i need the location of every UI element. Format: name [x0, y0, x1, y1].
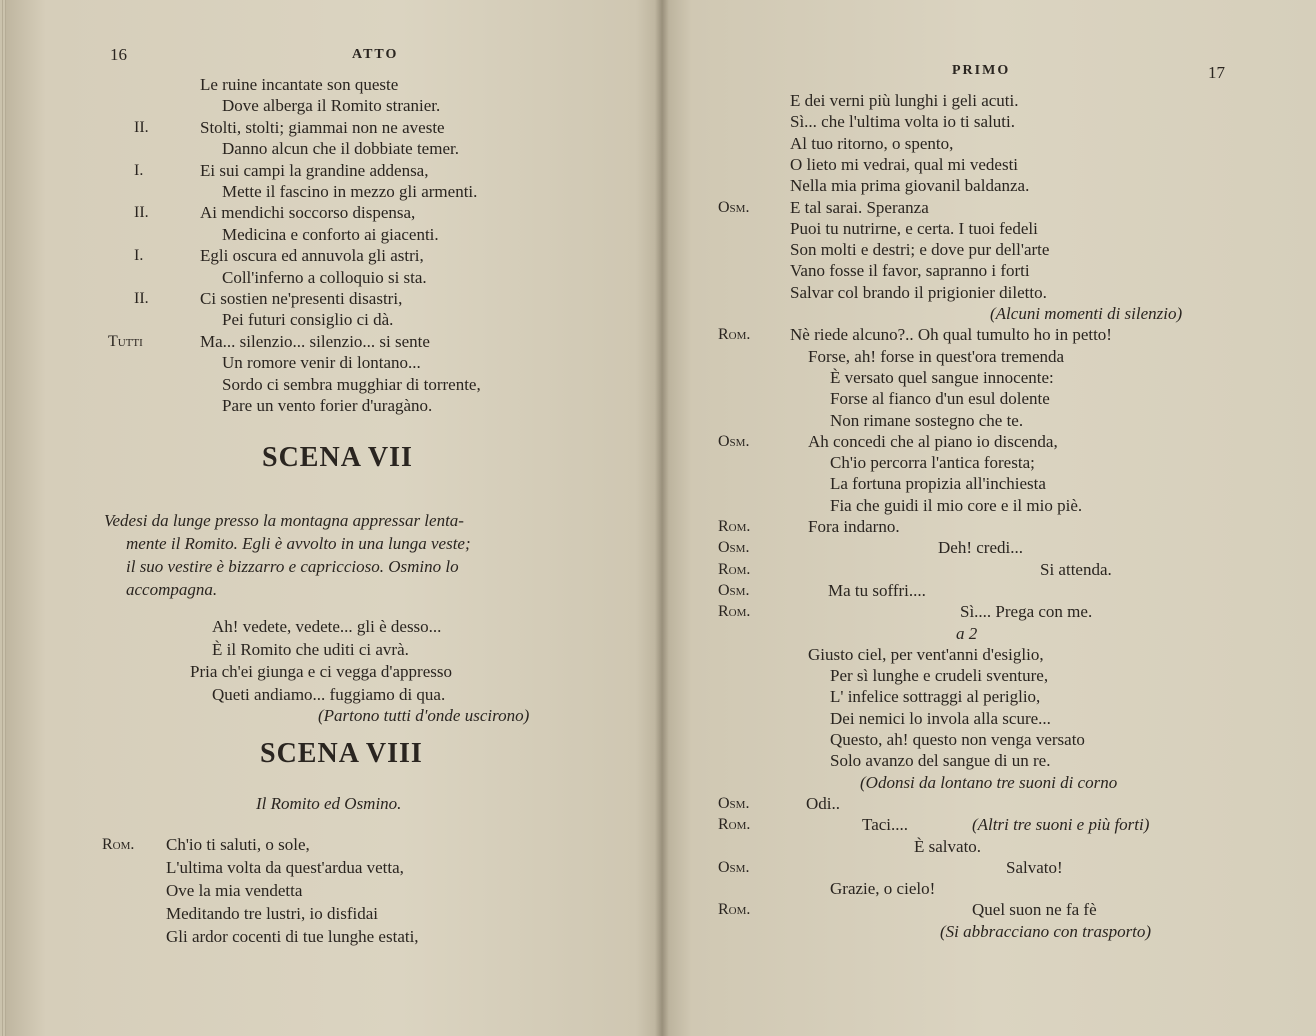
stage-direction: (Odonsi da lontano tre suoni di corno — [860, 772, 1118, 792]
verse-line: Nè riede alcuno?.. Oh qual tumulto ho in petto! — [790, 325, 1112, 345]
speaker-label: Rom. — [718, 603, 751, 621]
verse-line: Questo, ah! questo non venga versato — [830, 730, 1085, 749]
verse-line: Coll'inferno a colloquio si sta. — [222, 267, 427, 287]
verse-line: Odi.. — [806, 793, 840, 813]
verse-line: Sordo ci sembra mugghiar di torrente, — [222, 374, 481, 394]
left-page-number: 16 — [110, 45, 127, 64]
verse-line: Queti andiamo... fuggiamo di qua. — [212, 684, 446, 704]
speaker-label: Rom. — [102, 836, 135, 853]
verse-line: Pria ch'ei giunga e ci vegga d'appresso — [190, 662, 452, 681]
verse-line: Gli ardor cocenti di tue lunghe estati, — [166, 927, 419, 946]
speaker-label: Osm. — [718, 432, 750, 450]
verse-line: Vano fosse il favor, sapranno i forti — [790, 261, 1030, 281]
verse-line: Ma... silenzio... silenzio... si sente — [200, 331, 430, 351]
verse-line: Ei sui campi la grandine addensa, — [200, 160, 429, 180]
stage-direction-line: accompagna. — [126, 580, 218, 599]
verse-line: Stolti, stolti; giammai non ne aveste — [200, 117, 445, 137]
verse-line: Si attenda. — [1040, 559, 1112, 579]
verse-line: La fortuna propizia all'inchiesta — [830, 474, 1046, 494]
verse-line: È versato quel sangue innocente: — [830, 367, 1054, 387]
verse-line: Forse al fianco d'un esul dolente — [830, 389, 1050, 409]
verse-line: Solo avanzo del sangue di un re. — [830, 751, 1051, 771]
verse-line: È salvato. — [914, 836, 982, 856]
verse-line: Egli oscura ed annuvola gli astri, — [200, 246, 424, 266]
speaker-label: Osm. — [718, 581, 750, 599]
book-spine — [655, 0, 669, 1036]
verse-line: Nella mia prima giovanil baldanza. — [790, 176, 1030, 196]
verse-line: Per sì lunghe e crudeli sventure, — [830, 666, 1049, 686]
verse-line: Fia che guidi il mio core e il mio piè. — [830, 495, 1083, 515]
verse-line: Ch'io percorra l'antica foresta; — [830, 453, 1035, 473]
speaker-label: I. — [134, 247, 144, 265]
verse-line: Sì... che l'ultima volta io ti saluti. — [790, 112, 1015, 132]
verse-line: Dei nemici lo invola alla scure... — [830, 708, 1051, 728]
speaker-label: I. — [134, 161, 144, 179]
verse-line: Ci sostien ne'presenti disastri, — [200, 289, 403, 308]
speaker-label: II. — [134, 118, 149, 136]
stage-direction: a 2 — [956, 623, 978, 643]
verse-line: Son molti e destri; e dove pur dell'arte — [790, 240, 1050, 260]
stage-direction: (Altri tre suoni e più forti) — [972, 815, 1150, 835]
verse-line: Danno alcun che il dobbiate temer. — [222, 139, 459, 159]
verse-line: Forse, ah! forse in quest'ora tremenda — [808, 346, 1065, 366]
left-running-header: ATTO — [352, 47, 399, 62]
verse-line: Ma tu soffri.... — [828, 580, 926, 600]
verse-line: Puoi tu nutrirne, e certa. I tuoi fedeli — [790, 218, 1038, 238]
speaker-label: Osm. — [718, 858, 750, 876]
verse-line: Salvato! — [1006, 857, 1063, 877]
verse-line: Salvar col brando il prigionier diletto. — [790, 282, 1047, 302]
speaker-label: Osm. — [718, 539, 750, 557]
verse-line: Ah! vedete, vedete... gli è desso... — [212, 617, 442, 636]
stage-direction-line: il suo vestire è bizzarro e capriccioso. Osmino lo — [126, 557, 459, 576]
verse-line: E tal sarai. Speranza — [790, 197, 929, 217]
verse-line: E dei verni più lunghi i geli acuti. — [790, 91, 1019, 110]
verse-line: Medicina e conforto ai giacenti. — [222, 224, 439, 244]
speaker-label: Rom. — [718, 326, 751, 344]
stage-direction: (Si abbracciano con trasporto) — [940, 921, 1152, 941]
verse-line: Meditando tre lustri, io disfidai — [166, 904, 378, 923]
verse-line: Ch'io ti saluti, o sole, — [166, 835, 310, 854]
verse-line: Ove la mia vendetta — [166, 881, 303, 900]
verse-line: Un romore venir di lontano... — [222, 353, 421, 373]
speaker-label: Tutti — [108, 332, 143, 350]
verse-line: Dove alberga il Romito stranier. — [222, 96, 441, 116]
scene-viii-heading: SCENA VIII — [260, 738, 423, 769]
verse-line: L'ultima volta da quest'ardua vetta, — [166, 858, 404, 877]
verse-line: Non rimane sostegno che te. — [830, 410, 1024, 430]
verse-line: Taci.... — [862, 815, 909, 835]
speaker-label: Osm. — [718, 794, 750, 812]
verse-line: È il Romito che uditi ci avrà. — [212, 639, 409, 659]
speaker-label: Rom. — [718, 816, 751, 834]
verse-line: Mette il fascino in mezzo gli armenti. — [222, 182, 478, 201]
scene-persons: Il Romito ed Osmino. — [256, 794, 402, 813]
verse-line: Sì.... Prega con me. — [960, 602, 1093, 622]
verse-line: Deh! credi... — [938, 538, 1023, 558]
stage-direction-line: mente il Romito. Egli è avvolto in una lunga veste; — [126, 534, 471, 553]
speaker-label: Rom. — [718, 560, 751, 578]
verse-line: Le ruine incantate son queste — [200, 75, 399, 94]
verse-line: Pei futuri consiglio ci dà. — [222, 310, 394, 330]
verse-line: Fora indarno. — [808, 517, 900, 536]
verse-line: Ai mendichi soccorso dispensa, — [200, 203, 416, 223]
scene-vii-heading: SCENA VII — [262, 442, 413, 473]
exit-direction: (Partono tutti d'onde uscirono) — [318, 706, 530, 725]
verse-line: Giusto ciel, per vent'anni d'esiglio, — [808, 644, 1044, 664]
speaker-label: Rom. — [718, 901, 751, 919]
verse-line: Quel suon ne fa fè — [972, 900, 1097, 920]
verse-line: L' infelice sottraggi al periglio, — [830, 687, 1041, 707]
verse-line: Grazie, o cielo! — [830, 879, 936, 899]
verse-line: O lieto mi vedrai, qual mi vedesti — [790, 154, 1019, 174]
stage-direction-line: Vedesi da lunge presso la montagna appressar lenta- — [104, 511, 464, 530]
speaker-label: Rom. — [718, 518, 751, 535]
speaker-label: II. — [134, 290, 149, 307]
verse-line: Ah concedi che al piano io discenda, — [808, 431, 1058, 451]
verse-line: Al tuo ritorno, o spento, — [790, 133, 954, 153]
right-running-header: PRIMO — [952, 63, 1011, 78]
verse-line: Pare un vento forier d'uragàno. — [222, 396, 433, 415]
right-page-number: 17 — [1208, 63, 1225, 82]
stage-direction: (Alcuni momenti di silenzio) — [990, 304, 1183, 323]
speaker-label: Osm. — [718, 198, 750, 216]
speaker-label: II. — [134, 204, 149, 222]
